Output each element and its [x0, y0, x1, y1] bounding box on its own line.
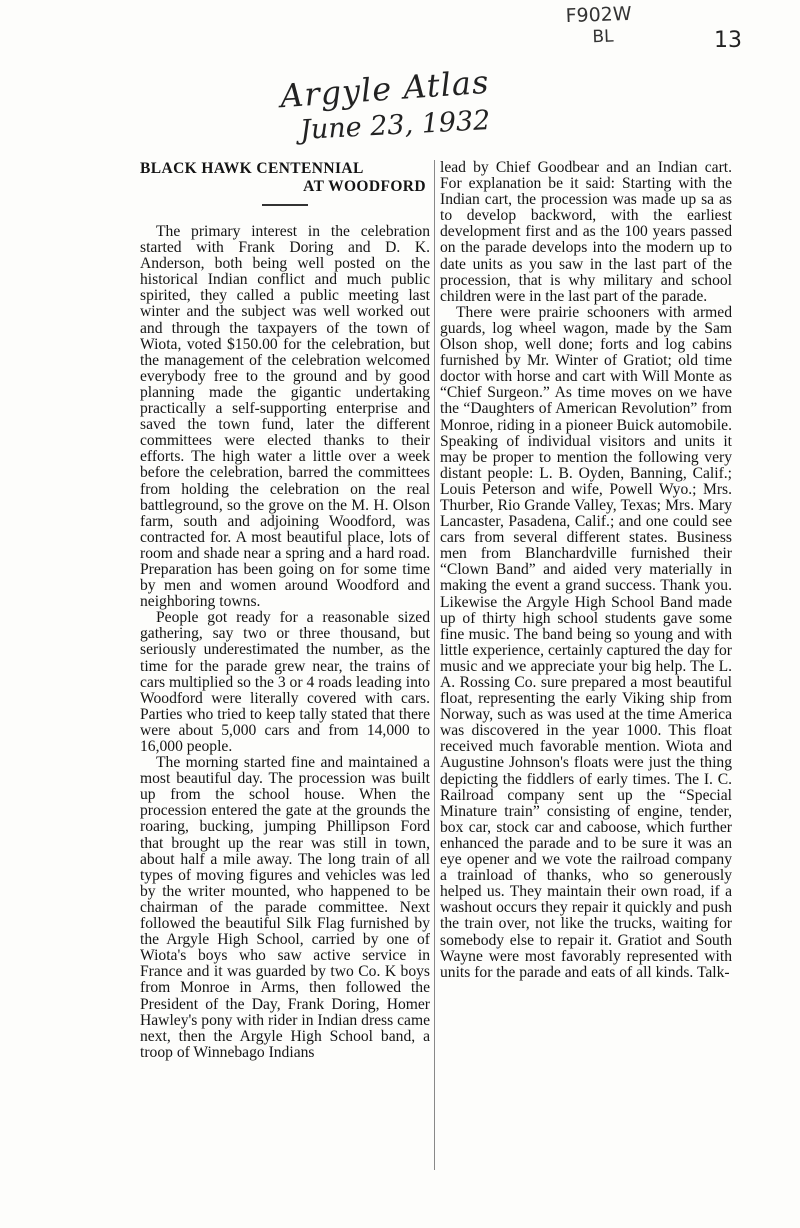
- handwritten-source-date: June 23, 1932: [299, 105, 492, 146]
- headline-line-1: BLACK HAWK CENTENNIAL: [140, 160, 364, 177]
- article-paragraph: The morning started fine and maintained a most beautiful day. The procession was built up from the school house. When the procession entered the gate at the grounds the roaring, bucking, jumping Phillipson Ford that brought up the rear was still in town, about half a mile away. The long train of all types of moving figures and vehicles was led by the writer mounted, who happened to be chairman of the parade committee. Next followed the beautiful Silk Flag furnished by the Argyle High School, carried by one of Wiota's boys who saw active service in France and it was guarded by two Co. K boys from Monroe in Arms, then followed the President of the Day, Frank Doring, Homer Hawley's pony with rider in Indian dress came next, then the Argyle High School band, a troop of Winnebago Indians: [140, 754, 430, 1061]
- archive-reference-mark: [565, 3, 632, 49]
- headline-line-2: AT WOODFORD: [303, 178, 426, 195]
- article-left-column: [140, 160, 430, 1061]
- archive-ref-line2: BL: [592, 26, 614, 48]
- article-right-column: [440, 160, 732, 981]
- article-paragraph: The primary interest in the celebration started with Frank Doring and D. K. Anderson, both being well posted on the historical Indian conflict and much public spirited, they called a public meeting last winter and the subject was well worked out and through the taxpayers of the town of Wiota, voted $150.00 for the celebration, but the management of the celebration welcomed everybody free to the ground and by good planning made the gigantic undertaking practically a self-supporting enterprise and saved the town fund, later the different committees were elected thanks to their efforts. The high water a little over a week before the celebration, barred the committees from holding the celebration on the real battleground, so the grove on the M. H. Olson farm, south and adjoining Woodford, was contracted for. A most beautiful place, lots of room and shade near a spring and a hard road. Preparation has been going on for some time by men and women around Woodford and neighboring towns.: [140, 223, 430, 611]
- article-paragraph: There were prairie schooners with armed guards, log wheel wagon, made by the Sam Olson shop, well done; forts and log cabins furnished by Mr. Winter of Gratiot; old time doctor with horse and cart with Will Monte as “Chief Surgeon.” As time moves on we have the “Daughters of American Revolution” from Monroe, riding in a pioneer Buick automobile. Speaking of individual visitors and units it may be proper to mention the following very distant people: L. B. Oyden, Banning, Calif.; Louis Peterson and wife, Powell Wyo.; Mrs. Thurber, Rio Grande Valley, Texas; Mrs. Mary Lancaster, Pasadena, Calif.; and one could see cars from several different states. Business men from Blanchardville furnished their “Clown Band” and aided very materially in making the event a grand success. Thank you. Likewise the Argyle High School Band made up of thirty high school students gave some fine music. The band being so young and with little experience, certainly captured the day for music and we appreciate your big help. The L. A. Rossing Co. sure prepared a most beautiful float, representing the early Viking ship from Norway, such as was used at the time America was discovered in the year 1000. This float received much favorable mention. Wiota and Augustine Johnson's floats were just the thing depicting the fiddlers of early times. The I. C. Railroad company sent up the “Special Minature train” consisting of engine, tender, box car, stock car and caboose, which further enhanced the parade and to be sure it was an eye opener and we vote the railroad company a trainload of thanks, who so generously helped us. They maintain their own road, if a washout occurs they repair it quickly and push the train over, not like the trucks, waiting for somebody else to repair it. Gratiot and South Wayne were most favorably represented with units for the parade and eats of all kinds. Talk-: [440, 303, 732, 981]
- headline-rule: [262, 204, 308, 206]
- article-paragraph: People got ready for a reasonable sized gathering, say two or three thousand, but seriously underestimated the number, as the time for the parade grew near, the trains of cars multiplied so the 3 or 4 roads leading into Woodford were literally covered with cars. Parties who tried to keep tally stated that there were about 5,000 cars and from 14,000 to 16,000 people.: [140, 609, 430, 755]
- handwritten-source-title: Argyle Atlas: [278, 62, 491, 116]
- archive-ref-line1: F902W: [565, 2, 632, 28]
- article-paragraph: lead by Chief Goodbear and an Indian cart. For explanation be it said: Starting with the Indian cart, the procession was made up sa as to develop backword, with the earliest development first and as the 100 years passed on the parade develops into the modern up to date units as you saw in the last part of the procession, that is why military and school children were in the last part of the parade.: [440, 159, 732, 305]
- page-number: 13: [714, 28, 742, 53]
- column-divider: [434, 160, 435, 1170]
- article-headline: [140, 160, 430, 196]
